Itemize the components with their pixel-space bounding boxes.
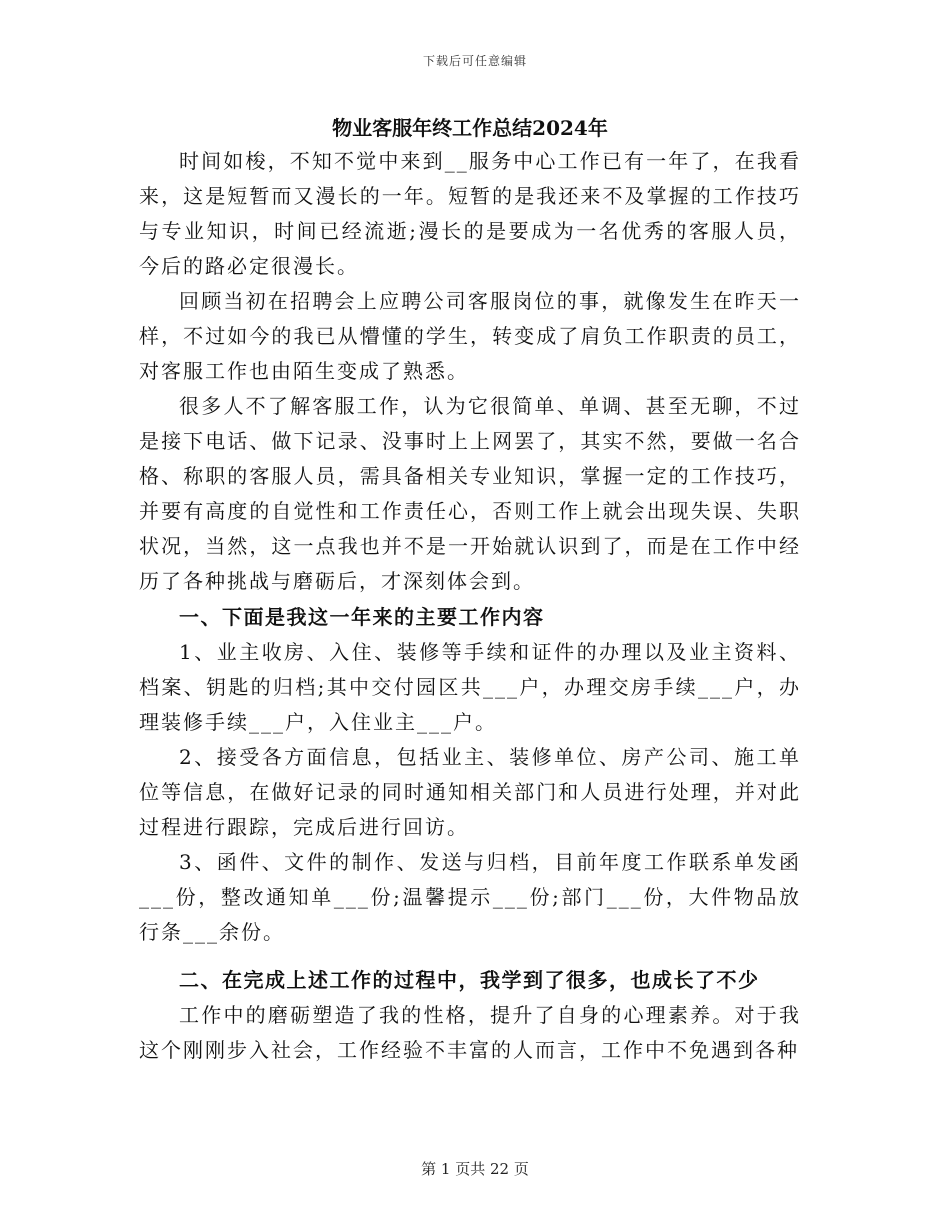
- list-item: 3、函件、文件的制作、发送与归档，目前年度工作联系单发函___份，整改通知单___份;温馨提示___份;部门___份，大件物品放行条___余份。: [139, 850, 801, 944]
- paragraph-understanding: 很多人不了解客服工作，认为它很简单、单调、甚至无聊，不过是接下电话、做下记录、没事时上上网罢了，其实不然，要做一名合格、称职的客服人员，需具备相关专业知识，掌握一定的工作技巧，并要有高度的自觉性和工作责任心，否则工作上就会出现失误、失职状况，当然，这一点我也并不是一开始就认识到了，而是在工作中经历了各种挑战与磨砺后，才深刻体会到。: [139, 394, 801, 593]
- page-number: 第 1 页共 22 页: [421, 1160, 529, 1178]
- header-note: 下载后可任意编辑: [422, 54, 527, 68]
- paragraph-intro: 时间如梭，不知不觉中来到__服务中心工作已有一年了，在我看来，这是短暂而又漫长的一年。短暂的是我还来不及掌握的工作技巧与专业知识，时间已经流逝;漫长的是要成为一名优秀的客服人员，今后的路必定很漫长。: [139, 149, 801, 278]
- document-body: [139, 112, 801, 1068]
- list-item: 2、接受各方面信息，包括业主、装修单位、房产公司、施工单位等信息，在做好记录的同时通知相关部门和人员进行处理，并对此过程进行跟踪，完成后进行回访。: [139, 745, 801, 839]
- document-title: 物业客服年终工作总结2024年: [332, 116, 608, 140]
- paragraph-recall: 回顾当初在招聘会上应聘公司客服岗位的事，就像发生在昨天一样，不过如今的我已从懵懂的学生，转变成了肩负工作职责的员工，对客服工作也由陌生变成了熟悉。: [139, 289, 801, 383]
- section-heading-1: 一、下面是我这一年来的主要工作内容: [179, 605, 545, 629]
- list-item: 1、业主收房、入住、装修等手续和证件的办理以及业主资料、档案、钥匙的归档;其中交付园区共___户，办理交房手续___户，办理装修手续___户，入住业主___户。: [139, 640, 801, 734]
- paragraph-growth: 工作中的磨砺塑造了我的性格，提升了自身的心理素养。对于我这个刚刚步入社会，工作经验不丰富的人而言，工作中不免遇到各种: [139, 1003, 801, 1062]
- section-heading-2: 二、在完成上述工作的过程中，我学到了很多，也成长了不少: [179, 968, 760, 992]
